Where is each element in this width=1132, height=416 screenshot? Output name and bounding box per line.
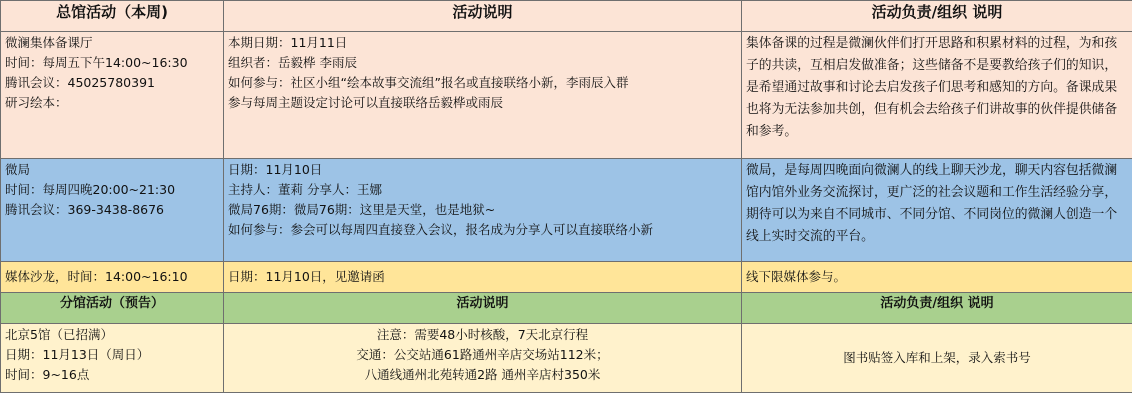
detail-episode: 微局76期：微局76期：这里是天堂，也是地狱~: [228, 202, 496, 217]
activity-time: 时间：每周四晚20:00~21:30: [5, 182, 176, 197]
header-main-activities: 总馆活动（本周): [1, 1, 224, 32]
cell-activity-details: [224, 32, 742, 159]
activity-time: 时间：每周五下午14:00~16:30: [5, 55, 188, 70]
cell-organizer-description: 线下限媒体参与。: [742, 262, 1132, 293]
table-row-weiju: [1, 159, 1132, 262]
header-branch-activities: 分馆活动（预告）: [1, 293, 224, 324]
activity-name: 微局: [5, 162, 31, 177]
table-row-beijing-branch: [1, 324, 1132, 393]
detail-host: 主持人：董莉 分享人：王娜: [228, 182, 382, 197]
cell-organizer-description: 微局，是每周四晚面向微澜人的线上聊天沙龙，聊天内容包括微澜馆内馆外业务交流探讨，更广泛的社会议题和工作生活经验分享，期待可以为来自不同城市、不同分馆、不同岗位的微澜人创造一个线上实时交流的平台。: [742, 159, 1132, 262]
header-activity-description: 活动说明: [224, 1, 742, 32]
branch-time: 时间：9~16点: [5, 367, 90, 382]
cell-activity-details: [224, 159, 742, 262]
main-header-row: [1, 1, 1132, 32]
cell-activity-details: 日期：11月10日，见邀请函: [224, 262, 742, 293]
table-row-collective-prep: [1, 32, 1132, 159]
activity-topic: 研习绘本：: [5, 95, 68, 110]
detail-topic-discussion: 参与每周主题设定讨论可以直接联络岳毅桦或雨辰: [228, 95, 504, 110]
header-activity-description: 活动说明: [224, 293, 742, 324]
detail-date: 日期：11月10日: [228, 162, 323, 177]
detail-how-to-join: 如何参与：社区小组“绘本故事交流组”报名或直接联络小新，李雨辰入群: [228, 75, 629, 90]
cell-activity-details: [224, 324, 742, 393]
meeting-id: 腾讯会议：369-3438-8676: [5, 202, 165, 217]
meeting-id: 腾讯会议：45025780391: [5, 75, 155, 90]
detail-notice: 注意：需要48小时核酸，7天北京行程: [376, 327, 589, 342]
branch-name: 北京5馆（已招满）: [5, 327, 113, 342]
detail-transport-bus: 交通：公交站通61路通州辛店交场站112米；: [356, 347, 609, 362]
cell-activity-info: [1, 32, 224, 159]
cell-organizer-description: 图书贴签入库和上架，录入索书号: [742, 324, 1132, 393]
detail-transport-subway: 八通线通州北苑转通2路 通州辛店村350米: [364, 367, 601, 382]
header-organizer-notes: 活动负责/组织 说明: [742, 293, 1132, 324]
detail-date: 本期日期：11月11日: [228, 35, 348, 50]
cell-activity-info: [1, 159, 224, 262]
table-row-media-salon: [1, 262, 1132, 293]
detail-organizers: 组织者：岳毅桦 李雨辰: [228, 55, 357, 70]
cell-organizer-description: 集体备课的过程是微澜伙伴们打开思路和积累材料的过程，为和孩子的共读，互相启发做准备；这些储备不是要教给孩子们的知识，是希望通过故事和讨论去启发孩子们思考和感知的方向。备课成果也将为无法参加共创，但有机会去给孩子们讲故事的伙伴提供储备和参考。: [742, 32, 1132, 159]
detail-how-to-join: 如何参与：参会可以每周四直接登入会议，报名成为分享人可以直接联络小新: [228, 222, 654, 237]
activity-name: 微澜集体备课厅: [5, 35, 93, 50]
branch-header-row: [1, 293, 1132, 324]
cell-activity-info: [1, 324, 224, 393]
cell-activity-info: 媒体沙龙，时间：14:00~16:10: [1, 262, 224, 293]
branch-date: 日期：11月13日（周日）: [5, 347, 150, 362]
header-organizer-notes: 活动负责/组织 说明: [742, 1, 1132, 32]
